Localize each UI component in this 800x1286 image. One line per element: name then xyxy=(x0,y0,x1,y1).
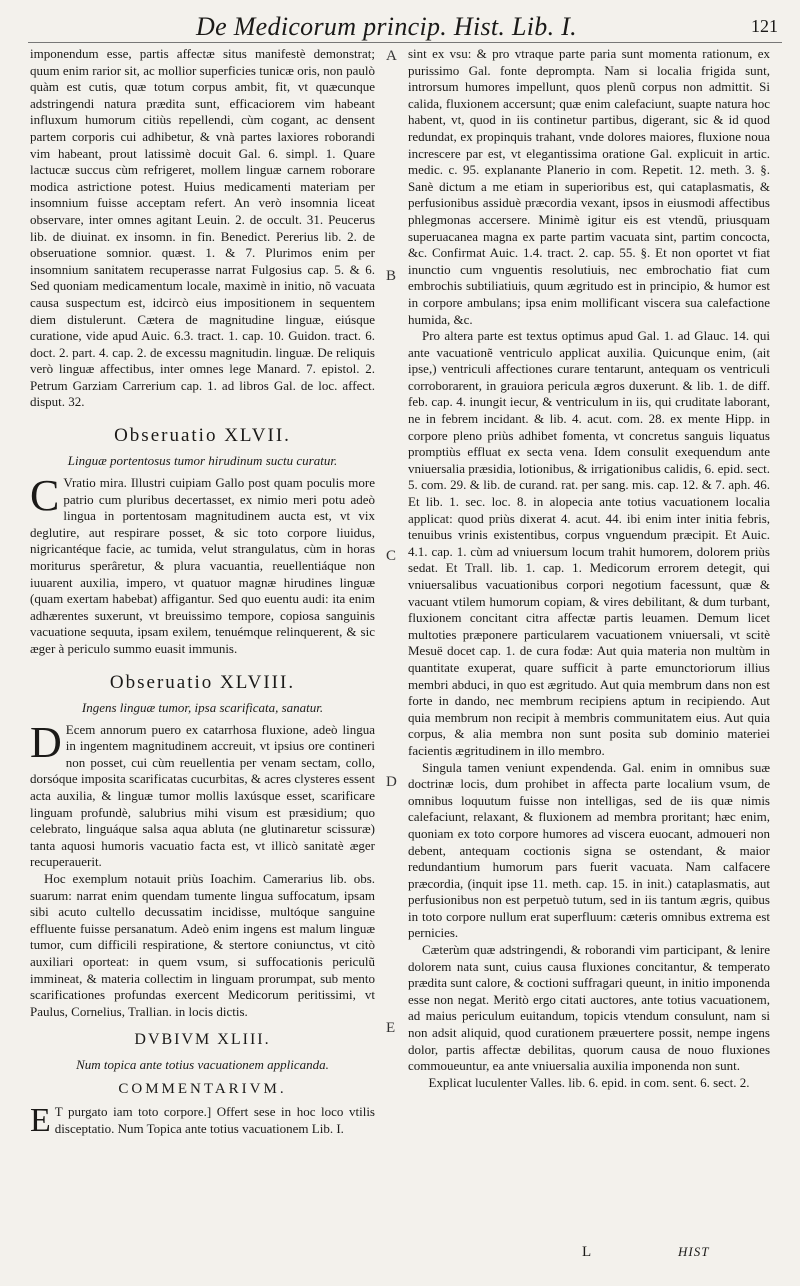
catchword: HIST xyxy=(678,1244,710,1259)
observation-48-title: Obseruatio XLVIII. xyxy=(109,671,296,693)
observation-48-subtitle: Ingens linguæ tumor, ipsa scarificata, sanatur. xyxy=(81,699,324,715)
right-column xyxy=(408,46,770,1091)
margin-letter-c: C xyxy=(386,548,397,564)
commentarium-body xyxy=(30,1102,375,1140)
dubium-question: Num topica ante totius vacuationem applicanda. xyxy=(76,1056,329,1072)
signature-mark: L xyxy=(582,1244,593,1260)
dubium-title: DVBIVM XLIII. xyxy=(134,1031,271,1049)
commentarium-text: T purgato iam toto corpore.] Offert sese in hoc loco vtilis disceptatio. Num Topica ante totius vacuationem Lib. I. xyxy=(54,1104,375,1136)
observation-48-text: Ecem annorum puero ex catarrhosa fluxione, adeò lingua in ingentem magnitudinem accreuit, vt ipsius ore contineri non posset, cui cùm reuellentia per venam sectam, collo, dorsóque imposita scarificatas cucurbitas, & acres clysteres essent acta auxilia, & linguæ tumor mollis laxúsque esset, scarificare linguam profundè, salubrius mihi visum est præsidium; quo celebrato, linguáque salsa aqua abluta (ne glutinaretur scissuræ) tanta aquosi humoris vacuatio facta est, vt illicò sanitatè æger recuperauerit. xyxy=(30,721,375,870)
margin-letter-a: A xyxy=(386,48,397,64)
right-paragraph-2: Pro altera parte est textus optimus apud Gal. 1. ad Glauc. 14. qui ante vacuationẽ ventriculo applicat auxilia. Quicunque enim, (ait ipse,) ventriculi affectiones curare tentarunt, antequam os ventriculi corroborarent, in grauiora pericula ægros duxerunt. & lib. 1. de diff. feb. cap. 4. inungit iecur, & ventriculum in iis, qui cruditate laborant, ne in febrem incidant. & lib. 4. acut. com. 28. ex mente Hipp. in corpore pleno priùs adhibet fomenta, vt concretus sanguis liquatus promptiùs effluat ex secta vena. Idem consulit exequendum ante vniuersalia præsidia, lotionibus, & irrigationibus calidis, 6. epid. sect. 5. com. 29. & lib. de curand. rat. per sang. mis. cap. 12. & 7. aph. 46. Et lib. 1. sec. loc. 8. in alopecia ante totius vacuationem localia applicat: quod priùs dixerat 4. acut. 44. ibi enim inter initia febris, tenuibus vrinis existentibus, corpus vnguendum præcipit. Et Auic. 4.1. cap. 1. cùm ad vniuersum locum trahit humorem, dolorem priùs sedat. Et Trall. lib. 1. cap. 1. Medicorum errorem detegit, qui vniuersalibus vacuationibus corpori negotium facessunt, quæ & vacuant vtilem humorum copiam, & vires debilitant, & dum turbant, fluxionem concitant citra affectæ partis leuamen. Demum licet multoties præponere particularem vacuationem vniuersali, vt scitè Mesuë docet cap. 1. de cura fodæ: Aut quia materia non multùm in quantitate exuperat, quare sufficit à parte emunctoriorum illius membri abduci, in quo est ægritudo. Aut quia membrum dans non est forte in dando, nec membrum recipiens aptum in recipiendo. Aut quia membrum non recipit à membris communitatem eius. Aut quia corpus, & alia membra non sunt posita sub dominio materiei facientis ægritudinem in illo membro. xyxy=(408,328,770,758)
left-paragraph-1: imponendum esse, partis affectæ situs manifestè demonstrat; quum enim rarior sit, ac mollior superficies tunicæ oris, non paulò quàm est cutis, quæ totum corpus ambit, fit, vt quæcunque adstringendi natura prædita sunt, efficaciorem vim habeant influxum humorum citiùs repellendi, cùm cogant, ac densent partem corporis cui adhibetur, & vnà partes laxiores roborandi vim habeant, prout latissimè docuit Gal. 6. simpl. 1. Quare lactucæ succus cùm refrigeret, mollem linguæ carnem roborare modica astrictione potest. Huius medicamenti materiam per insomnium fuisse acceptam refert. An verò insomnia liceat observare, inter omnes agitant Leuin. 2. de occult. 31. Peucerus lib. de diuinat. ex insomn. in fin. Benedict. Pererius lib. 2. de obseruatione somnior. quæst. 1. & 7. Plurimos enim per insomnium sanitatem recuperasse narrat Fulgosius cap. 5. & 6. Sed quoniam medicamentum locale, maximè in initio, nõ vacuata causa suspectum est, idcircò eius impositionem in sequentem diem distulerunt. Cætera de magnitudine linguæ, eiúsque curatione, vide apud Auic. 6.3. tract. 1. cap. 10. Guidon. tract. 6. doct. 2. part. 4. cap. 2. de excessu magnitudin. linguæ. De reliquis verò linguæ affectibus, inter omnes lege Manard. 7. epistol. 2. Petrum Garziam Carrerium cap. 1. ad libros Gal. de loc. affect. disput. 32. xyxy=(30,46,375,410)
observation-48-body xyxy=(30,717,375,871)
left-column xyxy=(30,46,375,1140)
drop-cap-c: C xyxy=(30,471,60,521)
margin-letter-d: D xyxy=(386,774,397,790)
right-paragraph-1: sint ex vsu: & pro vtraque parte paria sunt momenta rationum, ex purissimo Gal. fonte deprompta. Nam si localia frigida sunt, introrsum humores impellunt, quos plenũ corpus non admittit. Si calida, fluxionem accersunt; quæ enim calefaciunt, suapte natura hoc habent, vt, quod in iis continetur partibus, digerant, sic & id quod redundat, ex propinquis trahant, vnde dolores maiores, fluxione noua increscere par est, vt elegantissima oratione Gal. explicuit in artic. medic. c. 95. explanante Planerio in com. Repetit. 12. meth. 3. §. Sanè dictum a me etiam in superioribus est, qui cataplasmatis, & perfusionibus assiduè præcordia vexant, ipsos in eiusmodi affectibus phlegmonas accersere. Minimè igitur eis est vtendũ, priusquam superuacanea magna ex parte partim vacuata sint, partim concocta, &c. Confirmat Auic. 1.4. tract. 2. cap. 55. §. Et non oportet vt fiat inunctio cum vnguentis resolutiuis, nec embrochatio fiat cum embrochis subtiliatiuis, quum ægritudo est in principio, & humor est in corpore ambulans; ipsa enim mollificant viscera sua calefactione humida, &c. xyxy=(408,46,770,327)
observation-47-text: Vratio mira. Illustri cuipiam Gallo post quam poculis more patrio cum pluribus decertasset, ex nimio meri potu adeò lingua in portentosam magnitudinem aucta est, vt vix deglutire, aut respirare posset, & sic toto corpore liuidus, nigricantéque facie, ac tumida, velut strangulatus, cùm in horas moriturus sperâretur, & plura vacuantia, reuellentiáque non iuuarent auxilia, impero, vt quatuor magnæ hirudines linguæ (quam exertam habebat) affigantur. Sed quo euentu audi: ita enim adhærentes suxerunt, vt breuissimo tempore, copiosa sanguinis vacuatione sequuta, ipsam exilem, tenuémque relinquerent, & sic æger à periculo summo euasit immunis. xyxy=(30,475,375,656)
page-number: 121 xyxy=(751,16,778,36)
running-title: De Medicorum princip. Hist. Lib. I. xyxy=(196,12,577,41)
right-paragraph-3: Singula tamen veniunt expendenda. Gal. enim in omnibus suæ doctrinæ locis, dum prohibet in affecta parte localium vsum, de omnibus loquutum fuisse non intelligas, sed de iis quæ nimis calefaciunt, relaxant, & fluxionem ad membra proritant; hæc enim, quoniam ex toto corpore humores ad viscera euocant, admoueri non debent, antequam coctionis signa se ostendant, & maior redundantium humorum pars fuerit vacuata. Nam calfacere præcordia, (inquit ipse 11. meth. cap. 15. in init.) cataplasmatis, aut perfusionibus non est perpetuò tutum, sed in iis tantum ægris, quibus in toto corpore nullum erat superfluum: cæteris omnibus extrema est pernicies. xyxy=(408,759,770,941)
right-paragraph-5: Explicat luculenter Valles. lib. 6. epid. in com. sent. 6. sect. 2. xyxy=(428,1074,750,1090)
running-header xyxy=(28,10,784,42)
observation-48-paragraph-2: Hoc exemplum notauit priùs Ioachim. Camerarius lib. obs. suarum: narrat enim quendam tumente lingua suffocatum, ipsam sibi acuto cultello decussatim incidisse, multóque sanguine effluente fuisse persanatum. Adeò enim ingens est malum linguæ tumor, cum difficili respiratione, & stertore coniunctus, vt citò auxiliari oporteat: in quem vsum, si suffocationis periculũ immineat, & materia collectim in linguam prorumpat, sub mento scarificationes profundas exercent Medicorum peritissimi, vt Paulus, Cornelius, Trallian. in locis dictis. xyxy=(30,870,375,1019)
right-paragraph-4: Cæterùm quæ adstringendi, & roborandi vim participant, & lenire dolorem nata sunt, cuius causa fluxiones concitantur, & temperato prædita sunt calore, & coctioni suffragari queunt, in initio imponenda esse non negat. Meritò ergo citati auctores, ante totius vacuationem, ad maius periculum euitandum, topicis vtendum consulunt, nam si non adsit aliquid, quod curationem præuertere possit, nempe ingens dolor, partis affectæ debilitas, quorum causa de nouo fluxiones commoueuntur, ea ante vniuersalia auxilia imponenda non sunt. xyxy=(408,942,770,1074)
header-rule xyxy=(28,42,782,43)
observation-47-subtitle: Linguæ portentosus tumor hirudinum suctu curatur. xyxy=(67,453,338,469)
drop-cap-e: E xyxy=(30,1102,51,1140)
margin-letter-e: E xyxy=(386,1020,396,1036)
observation-47-body xyxy=(30,471,375,658)
observation-47-title: Obseruatio XLVII. xyxy=(114,425,291,447)
margin-letter-b: B xyxy=(386,268,397,284)
commentarium-heading: COMMENTARIVM. xyxy=(118,1081,287,1098)
drop-cap-d: D xyxy=(30,717,62,767)
